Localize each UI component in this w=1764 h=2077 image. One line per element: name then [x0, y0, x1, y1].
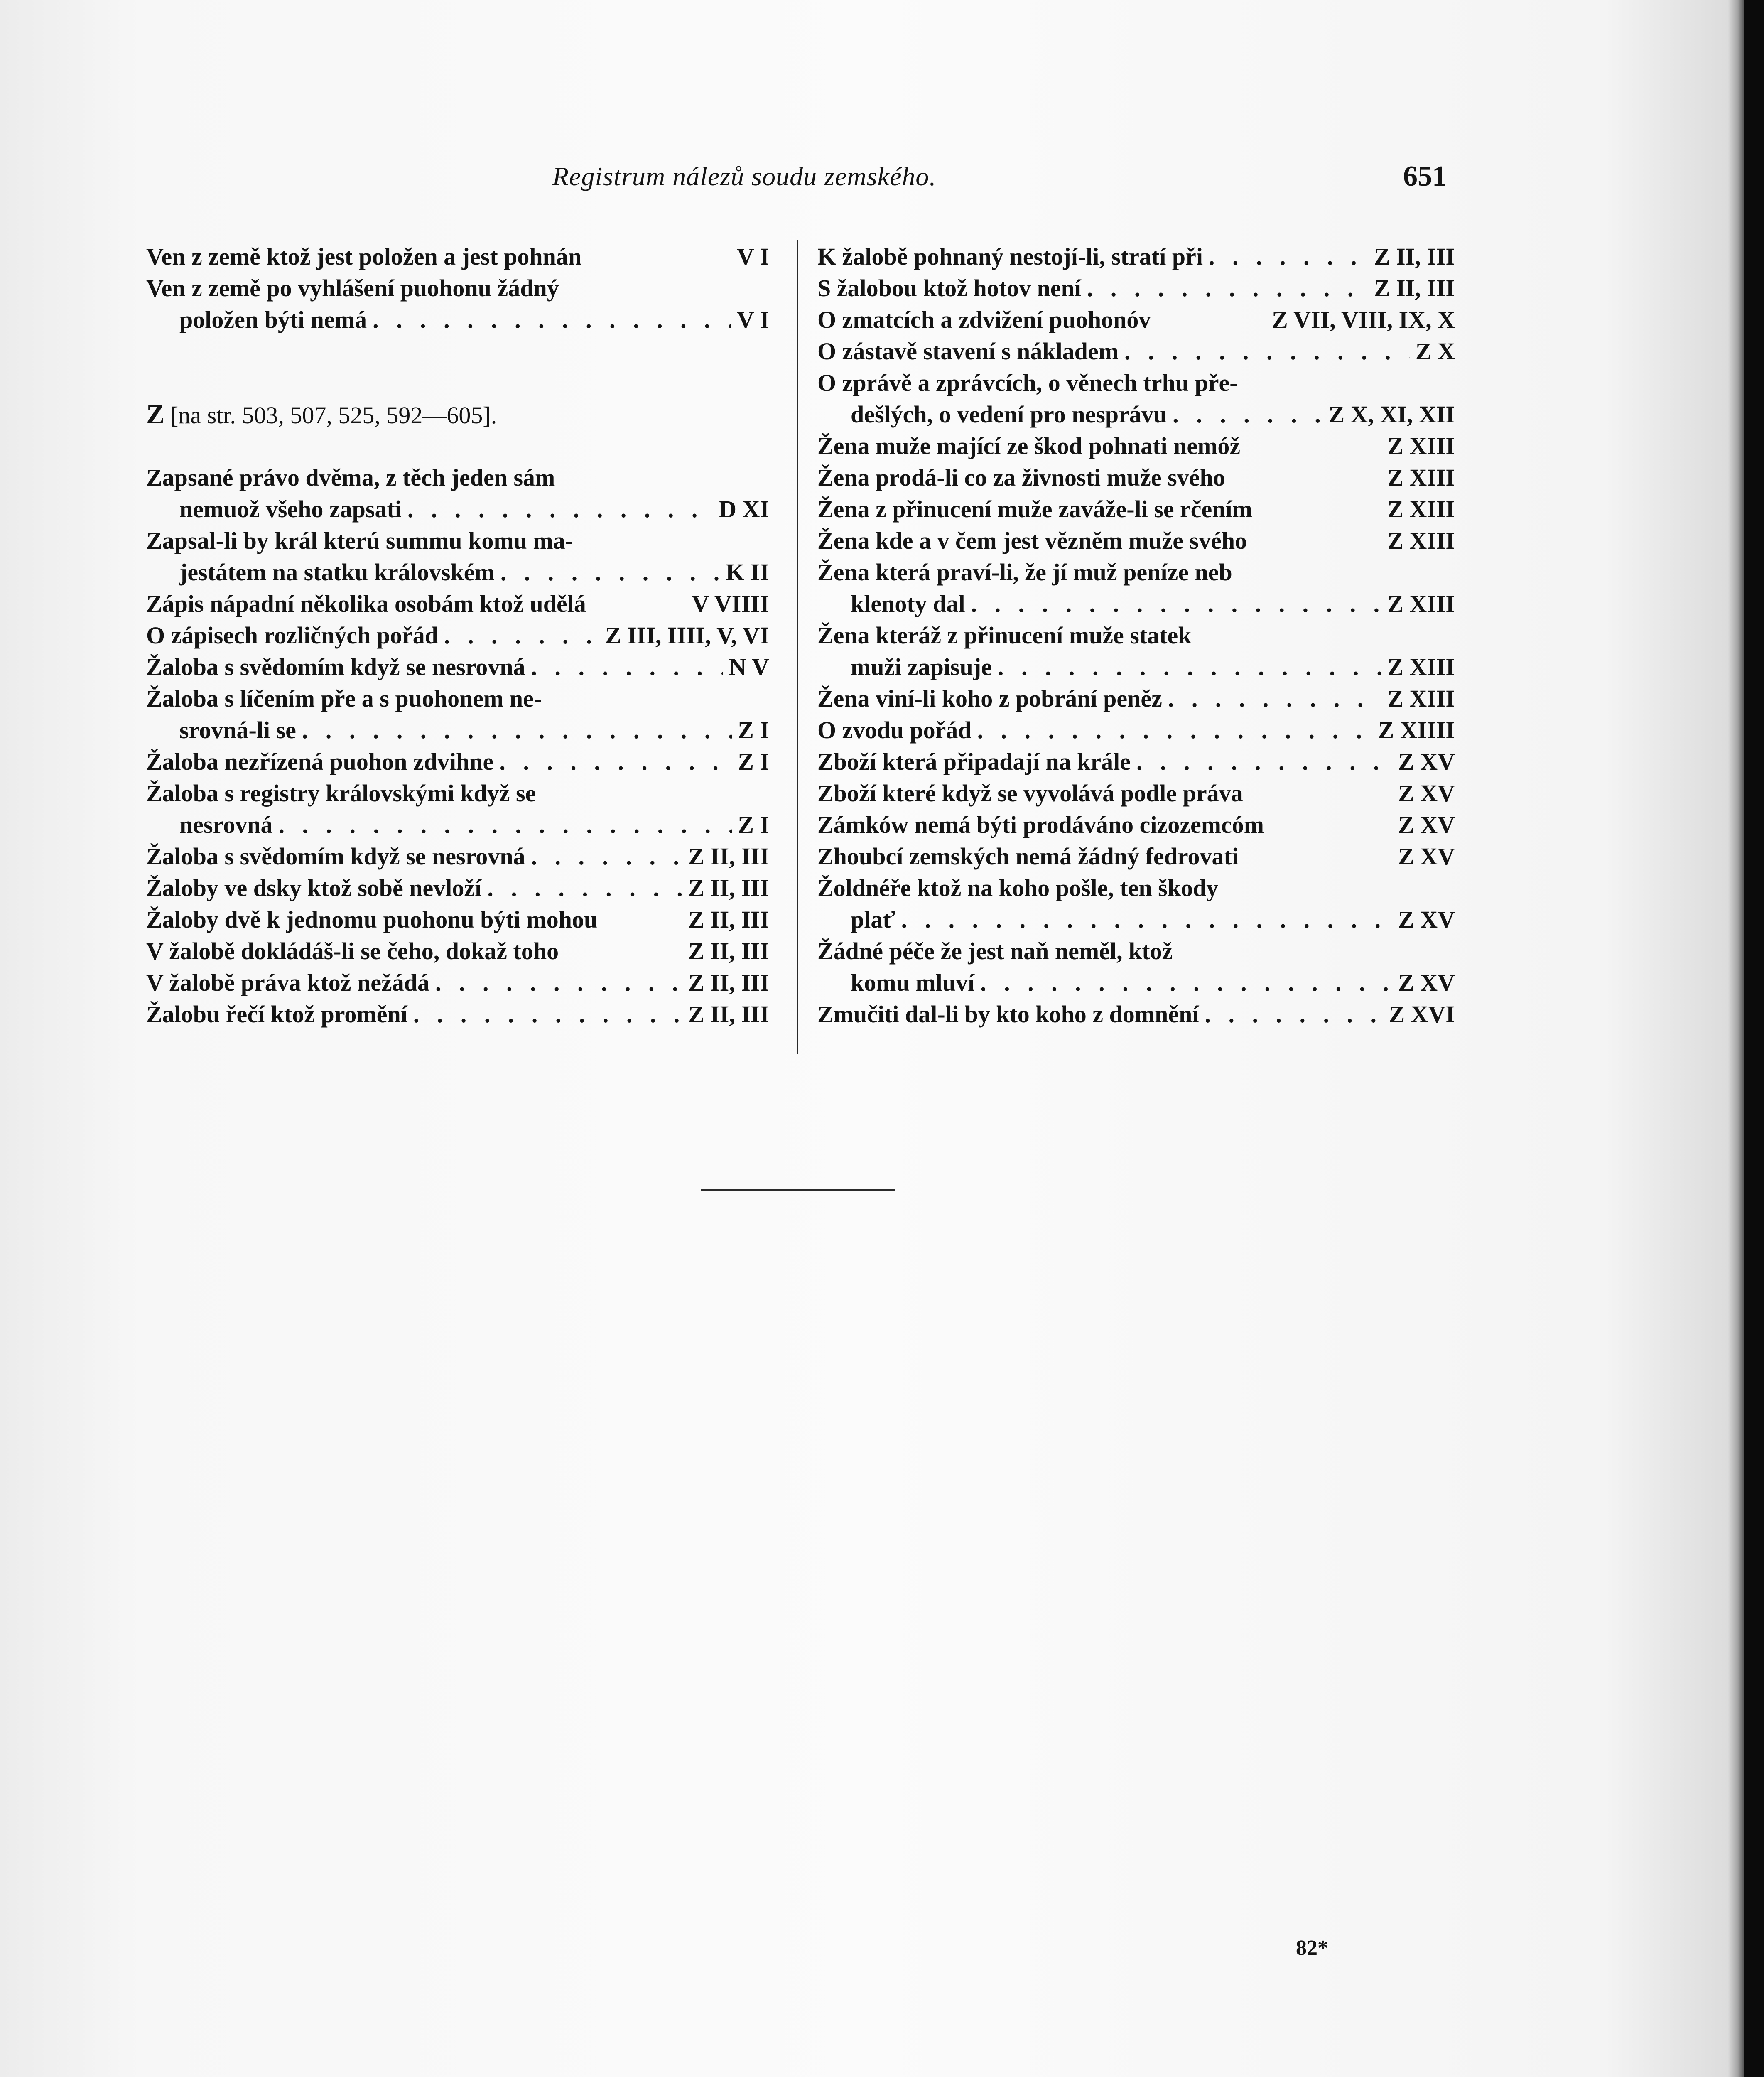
entry-continuation-line	[146, 493, 769, 525]
entry-line	[817, 304, 1455, 336]
dot-leader	[974, 967, 1392, 999]
entry-text: nesrovná	[179, 811, 273, 838]
column-divider	[797, 240, 798, 1054]
entry-line	[146, 462, 769, 493]
entry-line	[146, 904, 769, 935]
index-entry	[146, 999, 769, 1030]
entry-line	[817, 872, 1455, 904]
signature-mark: 82*	[1296, 1936, 1328, 1960]
entry-text: V žalobě práva ktož nežádá	[146, 969, 430, 996]
entry-continuation-line	[817, 904, 1455, 935]
entry-reference: Z XIIII	[1378, 717, 1455, 744]
entry-text: nemuož všeho zapsati	[179, 496, 402, 523]
entry-reference: Z XV	[1398, 969, 1455, 996]
index-entry	[817, 336, 1455, 367]
page-number: 651	[1403, 160, 1447, 192]
entry-reference: Z XIII	[1387, 590, 1455, 617]
index-entry	[146, 967, 769, 999]
leader-gap	[581, 241, 731, 273]
entry-line	[817, 430, 1455, 462]
entry-reference: K II	[726, 559, 769, 586]
index-entry	[817, 746, 1455, 778]
dot-leader	[1081, 273, 1368, 304]
entry-reference: Z X	[1415, 338, 1455, 365]
dot-leader	[525, 651, 723, 683]
entry-reference: V I	[737, 306, 769, 333]
entry-reference: Z XIII	[1387, 464, 1455, 491]
entry-reference: Z XIII	[1387, 527, 1455, 554]
entry-line	[146, 241, 769, 273]
left-entries-top	[146, 241, 769, 336]
dot-leader	[296, 714, 732, 746]
entry-text: O zástavě stavení s nákladem	[817, 338, 1119, 365]
entry-reference: Z II, III	[1374, 243, 1455, 270]
leader-gap	[1247, 525, 1381, 557]
entry-line	[817, 809, 1455, 841]
dot-leader	[1162, 683, 1381, 714]
section-heading	[146, 399, 769, 430]
index-entry	[817, 557, 1455, 620]
entry-line	[817, 841, 1455, 872]
entry-line	[817, 241, 1455, 273]
entry-text: Zboží které když se vyvolává podle práva	[817, 780, 1243, 807]
index-entry	[146, 462, 769, 525]
dot-leader	[407, 999, 682, 1030]
entry-reference: Z XV	[1398, 811, 1455, 838]
entry-text: Zmučiti dal-li by kto koho z domnění	[817, 1001, 1199, 1028]
entry-line	[146, 999, 769, 1030]
entry-continuation-line	[146, 304, 769, 336]
index-entry	[817, 999, 1455, 1030]
dot-leader	[1119, 336, 1410, 367]
index-entry	[146, 683, 769, 746]
dot-leader	[402, 493, 713, 525]
entry-text: O zprávě a zprávcích, o věnech trhu pře-	[817, 369, 1238, 396]
index-entry	[817, 872, 1455, 935]
entry-reference: Z II, III	[688, 969, 769, 996]
right-column	[817, 241, 1455, 1030]
index-entry	[146, 841, 769, 872]
entry-reference: Z XIII	[1387, 653, 1455, 680]
entry-line	[146, 967, 769, 999]
entry-line	[146, 746, 769, 778]
entry-reference: N V	[729, 653, 769, 680]
entry-reference: Z XIII	[1387, 685, 1455, 712]
entry-text: Žaloba nezřízená puohon zdvihne	[146, 748, 494, 775]
entry-reference: Z VII, VIII, IX, X	[1271, 306, 1455, 333]
entry-continuation-line	[146, 714, 769, 746]
entry-continuation-line	[817, 588, 1455, 620]
leader-gap	[1239, 841, 1392, 872]
entry-line	[817, 999, 1455, 1030]
entry-line	[146, 588, 769, 620]
index-entry	[146, 588, 769, 620]
entry-reference: Z XVI	[1389, 1001, 1455, 1028]
index-entry	[817, 430, 1455, 462]
entry-reference: V I	[737, 243, 769, 270]
entry-line	[146, 525, 769, 557]
entry-text: Zboží která připadají na krále	[817, 748, 1131, 775]
index-entry	[817, 462, 1455, 493]
entry-text: Žoldnéře ktož na koho pošle, ten škody	[817, 874, 1219, 901]
entry-line	[146, 872, 769, 904]
entry-reference: Z II, III	[688, 938, 769, 965]
entry-reference: Z II, III	[688, 874, 769, 901]
entry-line	[146, 683, 769, 714]
leader-gap	[1243, 778, 1392, 809]
right-entries	[817, 241, 1455, 1030]
section-page-refs: [na str. 503, 507, 525, 592—605].	[170, 402, 497, 429]
entry-reference: Z I	[738, 748, 769, 775]
entry-text: Žaloby ve dsky ktož sobě nevloží	[146, 874, 482, 901]
entry-line	[146, 620, 769, 651]
entry-text: Zapsané právo dvěma, z těch jeden sám	[146, 464, 555, 491]
leader-gap	[1240, 430, 1381, 462]
entry-line	[146, 651, 769, 683]
entry-line	[146, 778, 769, 809]
index-entry	[817, 367, 1455, 430]
index-entry	[817, 935, 1455, 999]
entry-text: Žena viní-li koho z pobrání peněz	[817, 685, 1162, 712]
dot-leader	[495, 557, 720, 588]
dot-leader	[438, 620, 599, 651]
index-entry	[817, 304, 1455, 336]
index-entry	[817, 841, 1455, 872]
entry-line	[817, 367, 1455, 399]
entry-reference: Z XV	[1398, 748, 1455, 775]
index-entry	[146, 778, 769, 841]
entry-text: položen býti nemá	[179, 306, 367, 333]
section-letter: Z	[146, 399, 165, 430]
entry-reference: Z II, III	[1374, 275, 1455, 302]
dot-leader	[1203, 241, 1368, 273]
entry-text: Žaloba s svědomím když se nesrovná	[146, 653, 525, 680]
entry-line	[146, 841, 769, 872]
entry-text: komu mluví	[851, 969, 975, 996]
entry-text: Zapsal-li by král kterú summu komu ma-	[146, 527, 574, 554]
leader-gap	[1264, 809, 1392, 841]
entry-line	[146, 935, 769, 967]
dot-leader	[895, 904, 1392, 935]
entry-reference: Z I	[738, 811, 769, 838]
leader-gap	[597, 904, 682, 935]
index-entry	[817, 493, 1455, 525]
entry-text: dešlých, o vedení pro nesprávu	[851, 401, 1167, 428]
entry-line	[146, 273, 769, 304]
index-entry	[817, 714, 1455, 746]
entry-line	[817, 935, 1455, 967]
entry-line	[817, 273, 1455, 304]
leader-gap	[1252, 493, 1381, 525]
left-entries	[146, 462, 769, 1030]
dot-leader	[972, 714, 1372, 746]
entry-line	[817, 746, 1455, 778]
index-entry	[146, 241, 769, 273]
entry-text: K žalobě pohnaný nestojí-li, stratí při	[817, 243, 1203, 270]
entry-text: Ven z země po vyhlášení puohonu žádný	[146, 275, 559, 302]
entry-text: Žaloba s líčením pře a s puohonem ne-	[146, 685, 542, 712]
entry-line	[817, 493, 1455, 525]
dot-leader	[965, 588, 1382, 620]
entry-text: Zhoubcí zemských nemá žádný fedrovati	[817, 843, 1239, 870]
entry-text: muži zapisuje	[851, 653, 992, 680]
index-entry	[146, 935, 769, 967]
index-entry	[146, 872, 769, 904]
dot-leader	[992, 651, 1381, 683]
entry-text: V žalobě dokládáš-li se čeho, dokaž toho	[146, 938, 559, 965]
entry-reference: Z II, III	[688, 906, 769, 933]
entry-text: Žena prodá-li co za živnosti muže svého	[817, 464, 1225, 491]
dot-leader	[525, 841, 682, 872]
running-head: Registrum nálezů soudu zemského.	[552, 162, 937, 191]
entry-text: Zápis nápadní několika osobám ktož udělá	[146, 590, 586, 617]
entry-continuation-line	[146, 557, 769, 588]
entry-reference: Z II, III	[688, 843, 769, 870]
entry-text: O zápisech rozličných pořád	[146, 622, 438, 649]
entry-reference: Z X, XI, XII	[1328, 401, 1455, 428]
entry-text: O zmatcích a zdvižení puohonóv	[817, 306, 1151, 333]
entry-line	[817, 557, 1455, 588]
entry-text: Žena kteráž z přinucení muže statek	[817, 622, 1192, 649]
dot-leader	[1131, 746, 1392, 778]
entry-continuation-line	[817, 399, 1455, 430]
entry-continuation-line	[817, 967, 1455, 999]
entry-reference: Z XV	[1398, 780, 1455, 807]
index-entry	[817, 241, 1455, 273]
leader-gap	[559, 935, 682, 967]
entry-text: plať	[851, 906, 895, 933]
entry-reference: Z XV	[1398, 906, 1455, 933]
entry-text: Žena muže mající ze škod pohnati nemóž	[817, 432, 1241, 459]
entry-line	[817, 683, 1455, 714]
entry-text: S žalobou ktož hotov není	[817, 275, 1081, 302]
dot-leader	[493, 746, 732, 778]
left-column	[146, 241, 769, 1030]
entry-text: Žaloby dvě k jednomu puohonu býti mohou	[146, 906, 598, 933]
entry-text: Žena která praví-li, že jí muž peníze neb	[817, 559, 1232, 586]
entry-reference: Z XIII	[1387, 496, 1455, 523]
entry-line	[817, 714, 1455, 746]
index-entry	[146, 904, 769, 935]
entry-text: Žalobu řečí ktož promění	[146, 1001, 407, 1028]
entry-reference: Z III, IIII, V, VI	[605, 622, 769, 649]
index-entry	[817, 620, 1455, 683]
entry-line	[817, 336, 1455, 367]
entry-line	[817, 462, 1455, 493]
index-entry	[146, 273, 769, 336]
index-entry	[817, 809, 1455, 841]
entry-reference: D XI	[719, 496, 769, 523]
entry-text: Ven z země ktož jest položen a jest pohnán	[146, 243, 582, 270]
entry-line	[817, 620, 1455, 651]
index-entry	[817, 683, 1455, 714]
dot-leader	[1199, 999, 1383, 1030]
leader-gap	[1151, 304, 1266, 336]
entry-reference: Z XV	[1398, 843, 1455, 870]
entry-reference: Z II, III	[688, 1001, 769, 1028]
entry-text: Žaloba s svědomím když se nesrovná	[146, 843, 525, 870]
entry-reference: Z XIII	[1387, 432, 1455, 459]
index-entry	[146, 651, 769, 683]
dot-leader	[1167, 399, 1322, 430]
entry-reference: V VIIII	[692, 590, 769, 617]
page-edge-shadow	[1728, 0, 1744, 2077]
leader-gap	[586, 588, 686, 620]
entry-line	[817, 525, 1455, 557]
entry-reference: Z I	[738, 717, 769, 744]
entry-text: O zvodu pořád	[817, 717, 972, 744]
entry-text: Žaloba s registry královskými když se	[146, 780, 536, 807]
dot-leader	[273, 809, 732, 841]
entry-text: jestátem na statku královském	[179, 559, 495, 586]
dot-leader	[481, 872, 682, 904]
dot-leader	[367, 304, 731, 336]
dot-leader	[429, 967, 682, 999]
index-entry	[817, 778, 1455, 809]
index-entry	[146, 525, 769, 588]
entry-text: Žena kde a v čem jest vězněm muže svého	[817, 527, 1247, 554]
index-entry	[146, 746, 769, 778]
entry-text: srovná-li se	[179, 717, 296, 744]
entry-continuation-line	[817, 651, 1455, 683]
leader-gap	[1225, 462, 1382, 493]
entry-text: Žena z přinucení muže zaváže-li se rčením	[817, 496, 1252, 523]
closing-rule	[701, 1189, 895, 1191]
entry-line	[817, 778, 1455, 809]
entry-continuation-line	[146, 809, 769, 841]
entry-text: Žádné péče že jest naň neměl, ktož	[817, 938, 1173, 965]
entry-text: Zámków nemá býti prodáváno cizozemcóm	[817, 811, 1264, 838]
entry-text: klenoty dal	[851, 590, 965, 617]
index-entry	[146, 620, 769, 651]
index-entry	[817, 273, 1455, 304]
index-entry	[817, 525, 1455, 557]
